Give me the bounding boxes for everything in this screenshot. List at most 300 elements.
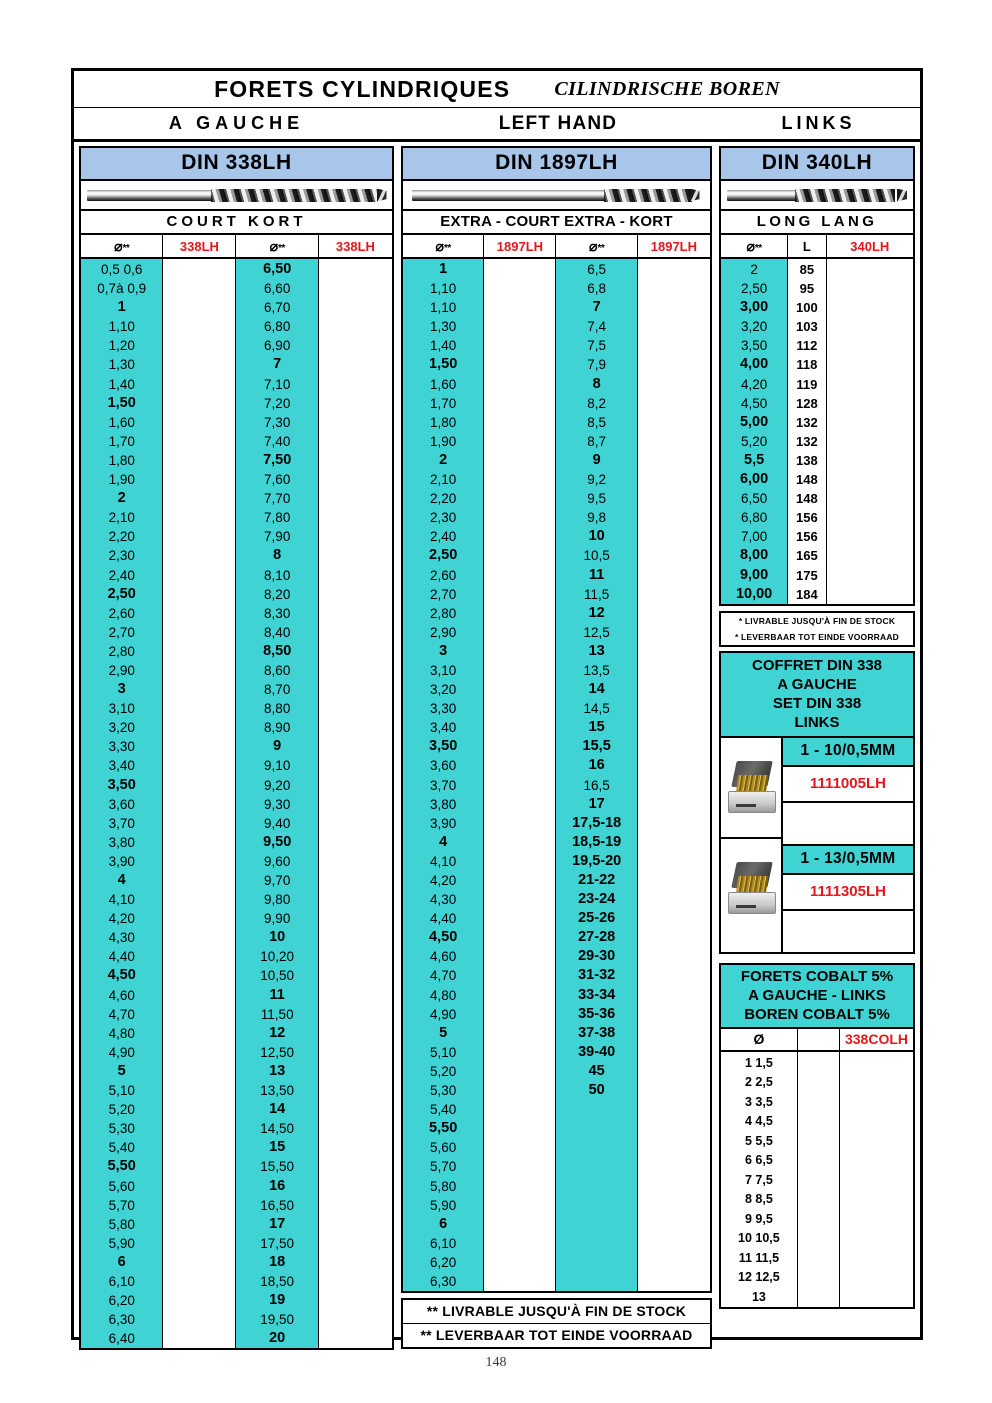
length-value: 100 — [796, 300, 818, 316]
din-338lh-dia-col-b — [236, 259, 318, 1348]
diameter-value: 21-22 — [578, 872, 616, 888]
cobalt-diameter-value: 6 6,5 — [744, 1153, 773, 1168]
diameter-value: 8,7 — [587, 433, 607, 449]
coffret-grid — [721, 738, 913, 952]
diameter-value: 4,30 — [430, 892, 457, 908]
footnote-fr: ** LIVRABLE JUSQU'À FIN DE STOCK — [426, 1303, 687, 1320]
diameter-value: 14,5 — [583, 701, 610, 717]
diameter-value: 5,20 — [430, 1063, 457, 1079]
page-number: 148 — [485, 1355, 507, 1370]
diameter-value: 2,90 — [430, 624, 457, 640]
cobalt-title — [721, 965, 913, 1029]
cobalt-title-line-1: FORETS COBALT 5% — [740, 967, 894, 985]
diameter-value: 37-38 — [578, 1024, 616, 1041]
diameter-value: 5,90 — [108, 1235, 135, 1251]
diameter-value: 2 — [439, 451, 448, 468]
diameter-value: 33-34 — [578, 986, 616, 1003]
diameter-value: 1,90 — [108, 472, 135, 488]
diameter-value: 2,70 — [430, 586, 457, 602]
diameter-value: 4,20 — [430, 873, 457, 888]
diameter-value: 4,20 — [740, 376, 768, 392]
din-1897lh-data — [403, 259, 710, 1291]
diameter-value: 4,50 — [429, 929, 458, 946]
diameter-value: 5,80 — [430, 1178, 457, 1194]
ref-header-a: 338LH — [163, 235, 236, 257]
length-value: 95 — [799, 281, 815, 297]
diameter-value: 5,00 — [739, 413, 769, 430]
diameter-value: 6,40 — [108, 1331, 135, 1347]
coffret-title — [721, 653, 913, 738]
diameter-value: 12,50 — [260, 1044, 295, 1060]
diameter-value: 3,30 — [430, 701, 457, 717]
diameter-value: 6,5 — [587, 262, 607, 277]
cobalt-mid-header — [798, 1029, 840, 1050]
diameter-value: 6,80 — [264, 319, 291, 335]
diameter-value: 10 — [588, 528, 605, 545]
diameter-value: 4,10 — [108, 892, 135, 908]
diameter-value: 6,90 — [264, 338, 291, 354]
diameter-value: 1,30 — [108, 357, 135, 373]
diameter-value: 2,10 — [108, 510, 135, 526]
diameter-value: 1,70 — [430, 395, 457, 411]
diameter-value: 4 — [439, 833, 448, 850]
length-value: 156 — [796, 529, 818, 545]
diameter-value: 12 — [588, 604, 605, 621]
diameter-value: 6,60 — [264, 281, 291, 297]
diameter-value: 13 — [269, 1062, 286, 1079]
diameter-value: 9,8 — [587, 510, 607, 526]
din-1897lh-subcaption: EXTRA - COURT EXTRA - KORT — [403, 211, 710, 235]
diameter-value: 15 — [269, 1139, 286, 1156]
diameter-value: 2,60 — [108, 605, 135, 621]
diameter-value: 16,50 — [260, 1197, 295, 1213]
diameter-value: 9,5 — [587, 491, 607, 507]
diameter-value: 2,40 — [108, 567, 135, 583]
diameter-value: 6,10 — [108, 1273, 135, 1289]
diameter-value: 4,10 — [430, 853, 457, 869]
diameter-value: 7,50 — [263, 451, 292, 468]
din-1897lh-column-headers — [403, 235, 710, 259]
din-340lh-column-headers — [721, 235, 913, 259]
diameter-value: 9,70 — [264, 873, 291, 888]
din-1897lh-ref-col-b[interactable] — [638, 259, 710, 1291]
diameter-value: 19,50 — [260, 1312, 295, 1328]
diameter-value: 10 — [269, 929, 286, 946]
diameter-value: 8,70 — [264, 682, 291, 698]
diameter-value: 6,20 — [430, 1254, 457, 1270]
diameter-value: 11,5 — [584, 586, 610, 602]
diameter-value: 20 — [269, 1330, 286, 1347]
cobalt-ref-header: 338COLH — [844, 1031, 909, 1048]
diameter-value: 13,50 — [260, 1083, 295, 1099]
coffret-set-box — [719, 651, 915, 954]
diameter-value: 5,20 — [108, 1102, 135, 1118]
diameter-value: 1,40 — [108, 376, 135, 392]
subtitle-en: LEFT HAND — [498, 112, 618, 134]
diameter-value: 5,10 — [108, 1083, 135, 1099]
cobalt-diameter-value: 11 11,5 — [738, 1250, 780, 1265]
page-title-band — [74, 71, 920, 108]
diameter-value: 4,60 — [108, 987, 135, 1003]
length-value: 156 — [796, 510, 818, 526]
diameter-value: 5,40 — [430, 1102, 457, 1118]
din-338lh-dia-col-a — [81, 259, 163, 1348]
diameter-value: 6,10 — [430, 1235, 457, 1251]
diameter-value: 7,10 — [264, 376, 291, 392]
coffret-code-column — [783, 738, 913, 952]
table-din-338lh — [79, 146, 394, 1350]
twist-drill-icon — [81, 181, 392, 211]
diameter-value: 3,70 — [108, 815, 135, 831]
diameter-value: 3,30 — [108, 739, 135, 755]
diameter-value: 7,30 — [264, 414, 291, 430]
cobalt-column-headers — [721, 1029, 913, 1052]
footnote-fr: * LIVRABLE JUSQU'À FIN DE STOCK — [721, 613, 913, 629]
diameter-value: 6,30 — [108, 1312, 135, 1328]
diameter-value: 9,90 — [264, 911, 291, 927]
length-value: 175 — [796, 567, 818, 583]
diameter-value: 2,30 — [108, 548, 135, 564]
diameter-value: 3,90 — [430, 815, 457, 831]
diameter-value: 1 — [439, 261, 448, 277]
panels-row — [74, 142, 920, 1347]
length-value: 103 — [796, 319, 818, 335]
drill-case-icon — [721, 839, 781, 938]
diameter-value: 17,50 — [260, 1235, 295, 1251]
diameter-value: 6,8 — [587, 281, 607, 297]
cobalt-dia-col — [721, 1052, 798, 1308]
din-340lh-length-col — [788, 259, 826, 604]
diameter-value: 5,10 — [430, 1044, 457, 1060]
diameter-value: 7,9 — [587, 357, 607, 373]
din-1897lh-ref-col-a[interactable] — [484, 259, 556, 1291]
diameter-value: 50 — [588, 1082, 605, 1099]
diameter-value: 4,50 — [740, 395, 768, 411]
diameter-value: 8,60 — [264, 662, 291, 678]
dia-header-b: ⌀** — [236, 235, 318, 257]
diameter-value: 17,5-18 — [572, 814, 622, 831]
diameter-value: 7,5 — [587, 338, 607, 354]
panel-din-338lh — [74, 142, 399, 1347]
coffret-price-cell-1[interactable] — [783, 803, 913, 846]
diameter-value: 4,80 — [108, 1025, 135, 1041]
diameter-value: 4,20 — [108, 911, 135, 927]
cobalt-diameter-value: 3 3,5 — [744, 1094, 773, 1109]
coffret-price-cell-2[interactable] — [783, 911, 913, 952]
diameter-value: 29-30 — [578, 948, 616, 965]
ref-header-a: 1897LH — [484, 235, 556, 257]
panel-din-340lh — [717, 142, 920, 1340]
diameter-value: 2,50 — [107, 585, 136, 602]
din-338lh-ref-col-a[interactable] — [163, 259, 236, 1348]
diameter-value: 7,4 — [587, 319, 607, 335]
diameter-value: 3,20 — [430, 682, 457, 698]
coffret-range-2: 1 - 13/0,5MM — [783, 846, 913, 875]
ref-header-b: 338LH — [335, 238, 375, 254]
length-header: L — [788, 235, 826, 257]
diameter-value: 5,80 — [108, 1216, 135, 1232]
subtitle-fr: A GAUCHE — [168, 113, 305, 133]
diameter-value: 17 — [588, 795, 605, 812]
diameter-value: 15 — [588, 719, 605, 736]
panel-din-1897lh — [399, 142, 717, 1344]
diameter-value: 1,20 — [108, 338, 135, 354]
coffret-code-2[interactable]: 1111305LH — [783, 875, 913, 911]
length-value: 119 — [796, 376, 818, 392]
drill-case-icon — [721, 738, 781, 839]
diameter-value: 5,70 — [430, 1159, 457, 1175]
diameter-value: 18 — [269, 1253, 286, 1270]
diameter-value: 1,50 — [429, 356, 458, 373]
length-value: 128 — [796, 395, 818, 411]
diameter-value: 5,50 — [107, 1158, 136, 1175]
diameter-value: 7,70 — [264, 491, 291, 507]
diameter-value: 11 — [269, 986, 285, 1003]
cobalt-title-line-2: A GAUCHE - LINKS — [748, 986, 886, 1004]
diameter-value: 3,00 — [739, 299, 769, 316]
cobalt-diameter-value: 4 4,5 — [744, 1114, 773, 1129]
diameter-value: 11,50 — [260, 1006, 294, 1022]
length-value: 148 — [796, 491, 818, 507]
length-value: 112 — [796, 338, 818, 354]
table-din-1897lh — [401, 146, 712, 1293]
diameter-value: 4,50 — [107, 967, 136, 984]
cobalt-diameter-value: 9 9,5 — [744, 1211, 773, 1226]
diameter-value: 4,70 — [108, 1006, 135, 1022]
cobalt-mid-col[interactable] — [798, 1052, 840, 1308]
diameter-value: 9,50 — [263, 833, 292, 850]
coffret-range-1: 1 - 10/0,5MM — [783, 738, 913, 767]
catalog-page-frame — [71, 68, 923, 1347]
diameter-value: 8,10 — [264, 567, 291, 583]
diameter-value: 14 — [588, 681, 605, 698]
diameter-value: 13 — [588, 642, 605, 659]
cobalt-dia-header: Ø — [721, 1029, 798, 1050]
diameter-value: 6,80 — [740, 510, 768, 526]
cobalt-box — [719, 963, 915, 1310]
diameter-value: 31-32 — [578, 967, 616, 984]
diameter-value: 8,2 — [587, 395, 607, 411]
diameter-value: 3,50 — [429, 738, 458, 755]
din-1897lh-title: DIN 1897LH — [403, 148, 710, 181]
cobalt-ref-col[interactable] — [840, 1052, 913, 1308]
diameter-value: 19,5-20 — [572, 852, 622, 869]
coffret-image-column — [721, 738, 783, 952]
diameter-value: 8 — [273, 547, 282, 564]
coffret-code-1[interactable]: 1111005LH — [783, 767, 913, 803]
dia-header-b: ⌀** — [556, 235, 637, 257]
diameter-value: 8,90 — [264, 720, 291, 736]
diameter-value: 3,20 — [108, 720, 135, 736]
diameter-value: 27-28 — [578, 929, 616, 946]
diameter-value: 2,10 — [430, 472, 457, 488]
length-value: 148 — [796, 472, 818, 488]
footnote-nl: * LEVERBAAR TOT EINDE VOORRAAD — [721, 629, 913, 645]
diameter-value: 45 — [588, 1062, 605, 1079]
diameter-value: 2,60 — [430, 567, 457, 583]
din-340lh-dia-col — [721, 259, 788, 604]
coffret-title-line-4: LINKS — [794, 713, 840, 731]
cobalt-diameter-value: 8 8,5 — [744, 1192, 773, 1207]
diameter-value: 5,50 — [429, 1120, 458, 1137]
diameter-value: 2,40 — [430, 529, 457, 545]
diameter-value: 16 — [588, 757, 605, 774]
long-drill-icon — [721, 181, 913, 211]
diameter-value: 9 — [592, 451, 601, 468]
diameter-value: 2,30 — [430, 510, 457, 526]
page-subtitle-band — [74, 108, 920, 142]
din-338lh-title: DIN 338LH — [81, 148, 392, 181]
ref-header: 340LH — [850, 238, 890, 254]
diameter-value: 4,90 — [108, 1044, 135, 1060]
page-title-fr: FORETS CYLINDRIQUES — [214, 75, 511, 102]
diameter-value: 2,80 — [430, 605, 457, 621]
diameter-value: 6,50 — [740, 491, 768, 507]
diameter-value: 0,7à 0,9 — [97, 281, 147, 297]
diameter-value: 1,60 — [430, 376, 457, 392]
diameter-value: 10,50 — [260, 968, 295, 984]
diameter-value: 9,10 — [264, 758, 291, 774]
din-340lh-title: DIN 340LH — [721, 148, 913, 181]
diameter-value: 5,90 — [430, 1197, 457, 1213]
diameter-value: 7,00 — [740, 529, 768, 545]
cobalt-diameter-value: 1 1,5 — [744, 1055, 773, 1070]
diameter-value: 6,00 — [739, 471, 769, 488]
diameter-value: 5,60 — [108, 1178, 135, 1194]
diameter-value: 15,50 — [260, 1159, 295, 1175]
coffret-title-line-3: SET DIN 338 — [772, 694, 862, 712]
diameter-value: 6,70 — [264, 300, 291, 316]
din-340lh-subcaption: LONG LANG — [721, 211, 913, 235]
diameter-value: 3,80 — [430, 796, 457, 812]
diameter-value: 9,20 — [264, 777, 291, 793]
diameter-value: 5,60 — [430, 1140, 457, 1156]
diameter-value: 8,5 — [587, 414, 607, 430]
diameter-value: 7,90 — [264, 529, 291, 545]
diameter-value: 4,60 — [430, 949, 457, 965]
diameter-value: 8 — [592, 375, 601, 392]
diameter-value: 3,60 — [430, 758, 457, 774]
dia-header-a: ⌀** — [403, 235, 484, 257]
diameter-value: 4,00 — [739, 356, 769, 373]
coffret-title-line-2: A GAUCHE — [777, 675, 857, 693]
din-1897lh-dia-col-a — [403, 259, 484, 1291]
diameter-value: 2 — [117, 490, 126, 507]
diameter-value: 4,80 — [430, 987, 457, 1003]
diameter-value: 6,20 — [108, 1293, 135, 1309]
cobalt-diameter-value: 12 12,5 — [738, 1270, 780, 1285]
length-value: 138 — [796, 452, 818, 468]
din-1897lh-dia-col-b — [556, 259, 637, 1291]
diameter-value: 3,90 — [108, 853, 135, 869]
din-338lh-ref-col-b[interactable] — [319, 259, 392, 1348]
diameter-value: 4 — [117, 872, 126, 888]
cobalt-diameter-value: 2 2,5 — [744, 1075, 773, 1090]
diameter-value: 1 — [117, 299, 126, 316]
diameter-value: 3,20 — [740, 319, 768, 335]
diameter-value: 5,20 — [740, 433, 768, 449]
diameter-value: 10,20 — [260, 949, 295, 965]
subtitle-nl: LINKS — [781, 113, 856, 133]
ref-header-b: 1897LH — [650, 238, 698, 254]
diameter-value: 3,50 — [107, 776, 136, 793]
diameter-value: 4,40 — [108, 949, 135, 965]
diameter-value: 8,40 — [264, 624, 291, 640]
cobalt-diameter-value: 5 5,5 — [744, 1133, 773, 1148]
diameter-value: 1,90 — [430, 433, 457, 449]
cobalt-diameter-value: 10 10,5 — [738, 1231, 780, 1246]
diameter-value: 7,40 — [264, 433, 291, 449]
diameter-value: 39-40 — [578, 1043, 616, 1060]
din-1897lh-footnotes — [401, 1298, 712, 1349]
diameter-value: 6 — [117, 1253, 126, 1270]
diameter-value: 1,80 — [108, 452, 135, 468]
diameter-value: 25-26 — [578, 910, 616, 927]
diameter-value: 8,00 — [739, 547, 769, 564]
length-value: 184 — [796, 586, 818, 602]
diameter-value: 3,10 — [430, 662, 457, 678]
din-340lh-ref-col[interactable] — [827, 259, 913, 604]
diameter-value: 3,60 — [108, 796, 135, 812]
diameter-value: 19 — [269, 1292, 286, 1309]
diameter-value: 10,00 — [735, 585, 773, 602]
length-value: 165 — [796, 548, 818, 564]
diameter-value: 6,30 — [430, 1273, 457, 1289]
table-din-340lh — [719, 146, 915, 606]
diameter-value: 2,70 — [108, 624, 135, 640]
diameter-value: 1,70 — [108, 433, 135, 449]
diameter-value: 5,30 — [108, 1121, 135, 1137]
diameter-value: 5,5 — [744, 451, 765, 468]
diameter-value: 1,40 — [430, 338, 457, 354]
diameter-value: 9,60 — [264, 853, 291, 869]
diameter-value: 3,40 — [430, 720, 457, 736]
diameter-value: 3,70 — [430, 777, 457, 793]
diameter-value: 12 — [269, 1024, 286, 1041]
diameter-value: 8,80 — [264, 701, 291, 717]
length-value: 132 — [796, 414, 818, 430]
din-340lh-data — [721, 259, 913, 604]
diameter-value: 6,50 — [263, 261, 292, 277]
diameter-value: 1,10 — [430, 281, 457, 297]
diameter-value: 3,80 — [108, 834, 135, 850]
diameter-value: 1,60 — [108, 414, 135, 430]
diameter-value: 2,50 — [429, 547, 458, 564]
diameter-value: 18,5-19 — [572, 833, 622, 850]
diameter-value: 4,90 — [430, 1006, 457, 1022]
diameter-value: 7,20 — [264, 395, 291, 411]
diameter-value: 1,30 — [430, 319, 457, 335]
diameter-value: 7 — [592, 299, 601, 316]
cobalt-diameter-value: 7 7,5 — [744, 1172, 773, 1187]
diameter-value: 11 — [588, 566, 605, 583]
diameter-value: 10,5 — [583, 548, 610, 564]
din-338lh-data — [81, 259, 392, 1348]
diameter-value: 9,2 — [587, 472, 607, 488]
diameter-value: 1,10 — [108, 319, 135, 335]
diameter-value: 3,40 — [108, 758, 135, 774]
diameter-value: 9,80 — [264, 892, 291, 908]
diameter-value: 2 — [750, 262, 758, 277]
cobalt-diameter-value: 13 — [751, 1289, 766, 1304]
length-value: 132 — [796, 433, 818, 449]
diameter-value: 9,30 — [264, 796, 291, 812]
diameter-value: 14 — [269, 1101, 286, 1118]
diameter-value: 2,90 — [108, 662, 135, 678]
diameter-value: 5,40 — [108, 1140, 135, 1156]
diameter-value: 6 — [439, 1215, 448, 1232]
length-value: 118 — [796, 357, 818, 373]
